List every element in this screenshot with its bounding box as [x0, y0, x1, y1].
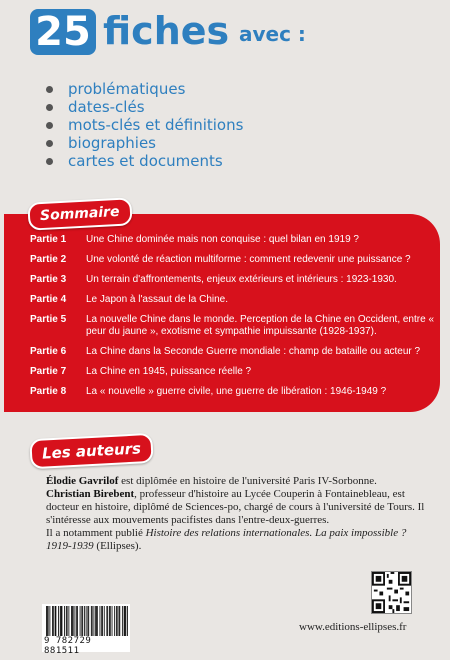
authors-text — [46, 475, 426, 553]
author-bio: , professeur d'histoire au Lycée Couperin à Fontainebleau, est docteur en histoire, diplômé de Sciences-po, chargé de cours à l'université de Tours. Il s'intéresse aux mouvements pacifistes dans l'entre-deux-guerres. — [46, 488, 425, 526]
publication-title: Histoire des relations internationales. La paix impossible ? 1919-1939 — [46, 527, 407, 552]
bullet-icon — [46, 158, 53, 165]
headline-title: fiches — [103, 9, 230, 53]
isbn-number: 9 782729 881511 — [44, 636, 92, 656]
toc-part-title: Le Japon à l'assaut de la Chine. — [86, 294, 229, 305]
author-name: Élodie Gavrilof — [46, 475, 119, 487]
author-name: Christian Birebent — [46, 488, 135, 500]
table-of-contents — [14, 234, 434, 406]
feature-label: dates-clés — [68, 98, 145, 116]
list-item — [42, 116, 243, 134]
toc-part-title: La Chine en 1945, puissance réelle ? — [86, 366, 252, 377]
toc-part-title: Une volonté de réaction multiforme : comment redevenir une puissance ? — [86, 254, 411, 265]
list-item — [42, 80, 243, 98]
author-bio: est diplômée en histoire de l'université Paris IV-Sorbonne. — [118, 475, 377, 487]
barcode-icon — [46, 606, 128, 636]
website-link[interactable]: www.editions-ellipses.fr — [299, 621, 407, 633]
list-item — [42, 152, 243, 170]
toc-row — [14, 254, 434, 266]
bullet-icon — [46, 122, 53, 129]
author-paragraph — [46, 488, 426, 527]
barcode — [42, 604, 130, 656]
toc-row — [14, 234, 434, 246]
feature-label: cartes et documents — [68, 152, 223, 170]
toc-part-title: Un terrain d'affrontements, enjeux extérieurs et intérieurs : 1923-1930. — [86, 274, 397, 285]
publication-suffix: (Ellipses). — [93, 540, 142, 552]
sommaire-tag: Sommaire — [27, 197, 132, 230]
toc-part-number: Partie 8 — [30, 386, 67, 397]
toc-part-number: Partie 7 — [30, 366, 67, 377]
toc-row — [14, 274, 434, 286]
toc-row — [14, 366, 434, 378]
toc-row — [14, 346, 434, 358]
qr-code[interactable] — [371, 571, 412, 614]
feature-label: mots-clés et définitions — [68, 116, 244, 134]
feature-list — [42, 80, 243, 170]
toc-part-title: La nouvelle Chine dans le monde. Perception de la Chine en Occident, entre « peur du jaune », exotisme et sympathie impuissante (1928-1937). — [86, 314, 435, 337]
toc-part-number: Partie 5 — [30, 314, 67, 325]
list-item — [42, 98, 243, 116]
toc-part-title: La « nouvelle » guerre civile, une guerre de libération : 1946-1949 ? — [86, 386, 387, 397]
toc-part-number: Partie 6 — [30, 346, 67, 357]
publication-prefix: Il a notamment publié — [46, 527, 146, 539]
toc-part-number: Partie 1 — [30, 234, 67, 245]
bullet-icon — [46, 104, 53, 111]
author-paragraph — [46, 475, 426, 488]
publication-line — [46, 527, 426, 553]
count-badge: 25 — [30, 9, 96, 55]
bullet-icon — [46, 140, 53, 147]
toc-part-title: Une Chine dominée mais non conquise : quel bilan en 1919 ? — [86, 234, 359, 245]
feature-label: biographies — [68, 134, 156, 152]
bullet-icon — [46, 86, 53, 93]
toc-part-number: Partie 4 — [30, 294, 67, 305]
list-item — [42, 134, 243, 152]
toc-part-number: Partie 3 — [30, 274, 67, 285]
header-block — [0, 0, 450, 200]
feature-label: problématiques — [68, 80, 186, 98]
toc-part-number: Partie 2 — [30, 254, 67, 265]
toc-row — [14, 386, 434, 398]
toc-row — [14, 294, 434, 306]
qr-code-icon — [372, 572, 411, 613]
authors-tag: Les auteurs — [29, 433, 153, 469]
toc-row — [14, 314, 434, 338]
toc-part-title: La Chine dans la Seconde Guerre mondiale : champ de bataille ou acteur ? — [86, 346, 421, 357]
headline-suffix: avec : — [239, 22, 306, 46]
